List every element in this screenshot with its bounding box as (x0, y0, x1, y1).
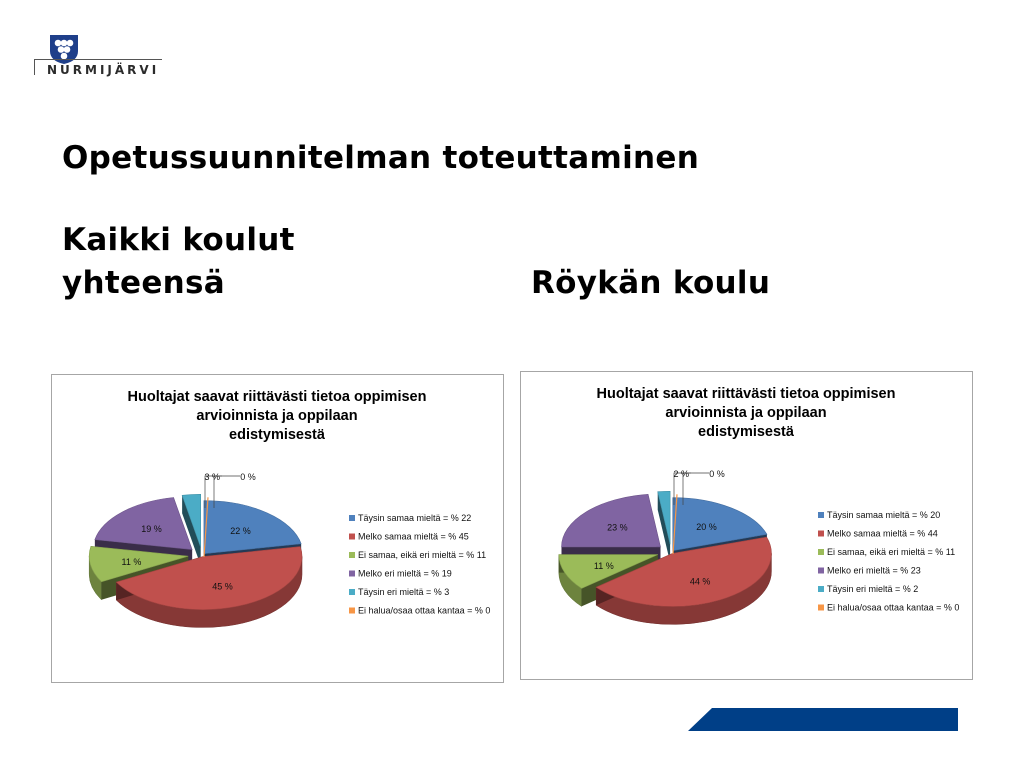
data-label-taysin-samaa: 20 % (696, 521, 717, 532)
logo-rule (34, 59, 162, 60)
legend-swatch-ei-samaa-eika-eri (349, 552, 355, 558)
legend-entry-ei-samaa-eika-eri: Ei samaa, eikä eri mieltä = % 11 (827, 547, 956, 557)
chart-title-line: edistymisestä (698, 424, 794, 440)
legend-swatch-taysin-samaa (349, 515, 355, 521)
pie-chart-all-schools (52, 375, 503, 682)
legend-entry-melko-samaa: Melko samaa mieltä = % 44 (827, 528, 938, 539)
legend-swatch-ei-samaa-eika-eri (818, 549, 824, 555)
legend-entry-ei-samaa-eika-eri: Ei samaa, eikä eri mieltä = % 11 (358, 550, 487, 560)
data-label-taysin-eri: 3 % (204, 472, 220, 482)
legend-swatch-taysin-eri (349, 589, 355, 595)
coat-of-arms-icon (48, 33, 80, 65)
chart-title-line: Huoltajat saavat riittävästi tietoa oppimisen (596, 386, 896, 402)
legend-entry-melko-eri: Melko eri mieltä = % 19 (358, 568, 452, 579)
subheading-roykka-school: Röykän koulu (531, 265, 771, 301)
data-label-ei-samaa-eika-eri: 11 % (121, 557, 142, 568)
chart-panel-all-schools (51, 374, 504, 683)
chart-panel-roykka (520, 371, 973, 680)
data-label-ei-halua: 0 % (709, 469, 725, 479)
legend-swatch-ei-halua (349, 608, 355, 614)
data-label-melko-samaa: 44 % (689, 576, 711, 587)
legend-swatch-melko-eri (818, 568, 824, 574)
legend-entry-ei-halua: Ei halua/osaa ottaa kantaa = % 0 (358, 605, 491, 616)
legend-swatch-melko-samaa (349, 534, 355, 540)
data-label-taysin-samaa: 22 % (230, 526, 251, 537)
data-label-taysin-eri: 2 % (673, 469, 689, 479)
data-label-melko-samaa: 45 % (212, 581, 233, 592)
legend-entry-melko-eri: Melko eri mieltä = % 23 (827, 565, 921, 576)
data-label-ei-samaa-eika-eri: 11 % (593, 561, 614, 572)
data-label-ei-halua: 0 % (240, 472, 256, 482)
chart-title-line: Huoltajat saavat riittävästi tietoa oppimisen (127, 389, 427, 405)
slice-taysin-eri (658, 491, 670, 544)
legend-entry-taysin-samaa: Täysin samaa mieltä = % 22 (358, 513, 472, 523)
chart-title-line: edistymisestä (229, 427, 325, 443)
legend-entry-melko-samaa: Melko samaa mieltä = % 45 (358, 531, 469, 542)
data-label-melko-eri: 19 % (141, 523, 162, 534)
legend-swatch-taysin-eri (818, 586, 824, 592)
legend-entry-ei-halua: Ei halua/osaa ottaa kantaa = % 0 (827, 602, 960, 613)
logo-rule-tick (34, 59, 35, 75)
legend-swatch-melko-eri (349, 571, 355, 577)
legend-entry-taysin-eri: Täysin eri mieltä = % 3 (358, 587, 450, 597)
subheading-all-schools: Kaikki koulut (62, 222, 295, 258)
data-label-melko-eri: 23 % (607, 522, 628, 533)
legend-swatch-ei-halua (818, 605, 824, 611)
chart-title-line: arvioinnista ja oppilaan (196, 408, 358, 424)
logo-text: NURMIJÄRVI (47, 63, 160, 77)
legend-entry-taysin-eri: Täysin eri mieltä = % 2 (827, 584, 919, 594)
legend-entry-taysin-samaa: Täysin samaa mieltä = % 20 (827, 510, 941, 520)
subheading-all-schools-line2: yhteensä (62, 265, 225, 301)
accent-bar (688, 708, 958, 731)
chart-title-line: arvioinnista ja oppilaan (665, 405, 827, 421)
legend-swatch-melko-samaa (818, 531, 824, 537)
pie-chart-roykka (521, 372, 972, 679)
slice-melko-eri (561, 494, 660, 547)
legend-swatch-taysin-samaa (818, 512, 824, 518)
slide-title: Opetussuunnitelman toteuttaminen (62, 140, 700, 176)
